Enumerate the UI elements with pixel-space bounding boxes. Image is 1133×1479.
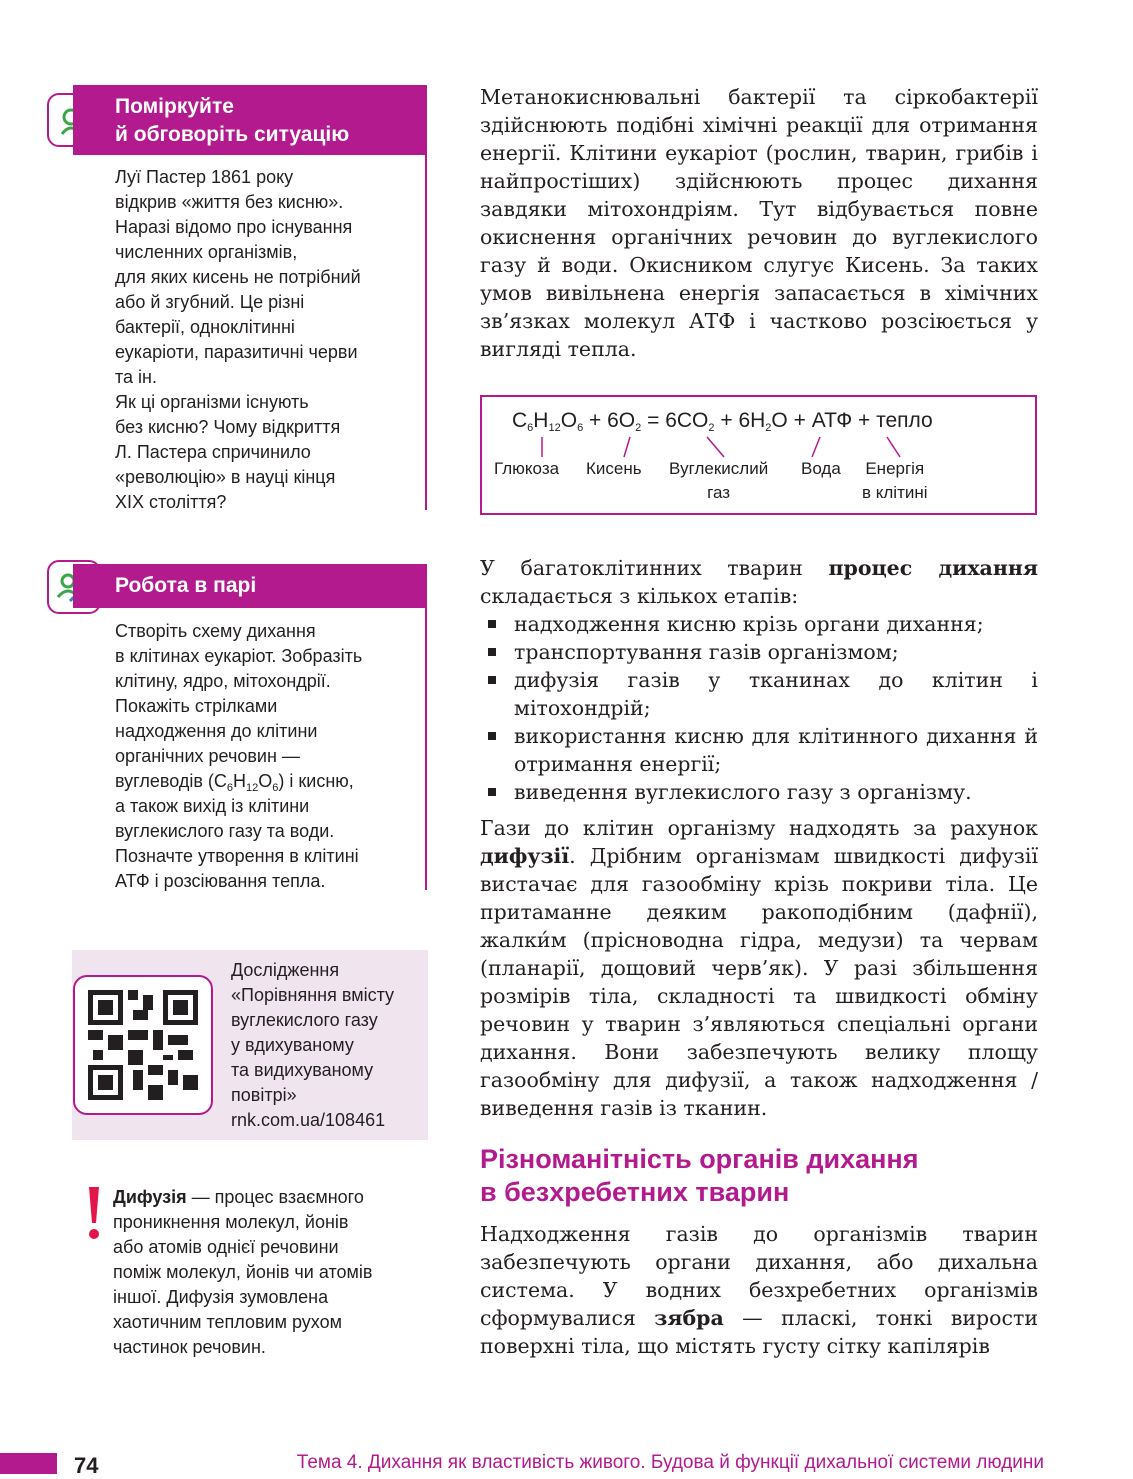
sub: 2 [765,422,772,434]
label-line: в клітині [862,483,928,502]
text-span: У багатоклітинних тварин [480,556,829,580]
paragraph [480,554,1038,610]
text-line: Луї Пастер 1861 року [115,167,294,187]
text-line: надходження до клітини [115,721,318,741]
think-box-title-line2: й обговоріть ситуацію [115,123,350,146]
text-line: поміж молекул, йонів чи атомів [113,1262,373,1282]
text-line: у вдихуваному [231,1035,354,1055]
pair-box-text [115,619,415,894]
formula-part: H [233,771,247,791]
sub: 6 [272,782,279,794]
sub: 6 [527,422,534,434]
qr-link[interactable]: rnk.com.ua/108461 [231,1110,386,1130]
text-line: Покажіть стрілками [115,696,278,716]
eq-part: + 6H [714,409,766,432]
diffusion-term: Дифузія [113,1187,187,1207]
label-line: Енергія [865,459,925,478]
page-number: 74 [74,1453,99,1478]
eq-part: C [512,409,528,432]
exclamation-icon [86,1185,102,1241]
text-line: а також вихід із клітини [115,796,310,816]
think-box-title-line1: Поміркуйте [115,95,234,118]
sub: 6 [226,782,234,794]
respiration-equation-box [480,395,1037,515]
qr-code-frame[interactable] [73,975,213,1115]
think-box-rule [425,155,427,510]
bold-term: дифузії [480,844,570,868]
diffusion-note [113,1185,423,1360]
stages-list [480,610,1038,806]
eq-part: + АТФ + тепло [787,409,933,432]
text-span: — пласкі, тонкі вирости поверхні тіла, що містять густу сітку капілярів [480,1306,1038,1358]
paragraph [480,814,1038,1122]
text-line: Як ці організми існують [115,392,309,412]
text-line: частинок речовин. [113,1337,266,1357]
bold-term: зябра [654,1306,724,1330]
text-line: хаотичним тепловим рухом [113,1312,342,1332]
sub: 2 [708,422,715,434]
text-line: Створіть схему дихання [115,621,316,641]
text-line: XIX століття? [115,492,227,512]
text-line: клітину, ядро, мітохондрії. [115,671,331,691]
text-line: повітрі» [231,1085,297,1105]
formula-part: O [258,771,273,791]
title-line: в безхребетних тварин [480,1177,790,1207]
label-line: Вуглекислий [669,459,769,478]
text-line: проникнення молекул, йонів [113,1212,349,1232]
label-energy [862,457,928,505]
text-line: Позначте утворення в клітині [115,846,359,866]
text-line: «революцію» в науці кінця [115,467,336,487]
label-line: газ [707,483,731,502]
text-line: Наразі відомо про існування [115,217,353,237]
text-line: вуглекислого газу та води. [115,821,335,841]
sub: 2 [635,422,642,434]
text-line: бактерії, одноклітинні [115,317,295,337]
text-line: відкрив «життя без кисню». [115,192,344,212]
eq-part: + 6O [583,409,636,432]
label-water: Вода [801,459,841,478]
sub: 12 [246,782,259,794]
label-glucose: Глюкоза [494,459,560,478]
text-line: або атомів однієї речовини [113,1237,339,1257]
title-line: Різноманітність органів дихання [480,1144,919,1174]
qr-code-icon [88,990,198,1100]
formula-prefix: вуглеводів (C [115,771,227,791]
text-line: численних організмів, [115,242,298,262]
eq-part: H [533,409,549,432]
list-item: надходження кисню крізь органи дихання; [480,610,1038,638]
text-span: Гази до клітин організму надходять за рахунок [480,816,1038,840]
label-oxygen: Кисень [586,459,642,478]
footer-accent-bar [0,1453,57,1474]
text-line: вуглекислого газу [231,1010,378,1030]
section-title [480,1143,1040,1209]
text-line: та ін. [115,367,157,387]
paragraph: Метанокиснювальні бактерії та сіркобактерії здійснюють подібні хімічні реакції для отримання енергії. Клітини еукаріот (рослин, тварин, грибів і найпростіших) здійснюють процес дихання завдяки мітохондріям. Тут відбувається повне окиснення органічних речовин до вуглекислого газу й води. Окисником слугує Кисень. За таких умов вивільнена енергія запасається в хімічних зв’язках молекул АТФ і частково розсіюється у вигляді тепла. [480,85,1038,361]
paragraph [480,1220,1038,1360]
sub: 6 [577,422,584,434]
text-line: еукаріоти, паразитичні черви [115,342,358,362]
main-paragraph-1 [480,83,1038,363]
text-line: для яких кисень не потрібний [115,267,361,287]
main-paragraph-4 [480,1220,1038,1360]
respiration-equation [512,409,933,433]
bold-term: процес дихання [828,556,1038,580]
qr-panel-text [231,958,421,1133]
label-co2 [669,457,768,505]
text-line: або й згубний. Це різні [115,292,305,312]
text-line: органічних речовин — [115,746,300,766]
text-line: та видихуваному [231,1060,374,1080]
pair-box-rule [425,608,427,890]
text-span: . Дрібним організмам швидкості дифузії вистачає для газообміну крізь покриви тіла. Це притаманне деяким ракоподібним (дафнії), жалки́м (прісноводна гідра, медузи) та червам (планарії, дощовий черв’як). У разі збільшення розмірів тіла, складності та швидкості обміну речовин у тварин з’являються спеціальні органи дихання. Вони забезпечують велику площу газообміну для дифузії, а також надходження / виведення газів із тканин. [480,844,1038,1120]
footer-topic: Тема 4. Дихання як властивість живого. Будова й функції дихальної системи людини [296,1452,1044,1473]
text-line: Л. Пастера спричинило [115,442,311,462]
text-line: в клітинах еукаріот. Зобразіть [115,646,363,666]
pair-box-title: Робота в парі [73,564,427,608]
think-box-text [115,165,415,515]
text-line: Дослідження [231,960,340,980]
qr-panel [72,950,428,1140]
main-paragraph-2 [480,554,1038,1122]
think-box-title [73,85,427,155]
sub: 12 [548,422,561,434]
eq-part: O [560,409,578,432]
eq-part: = 6CO [641,409,709,432]
list-item: дифузія газів у тканинах до клітин і мітохондрій; [480,666,1038,722]
formula-line [115,769,415,794]
list-item: транспортування газів організмом; [480,638,1038,666]
text-span: — процес взаємного [186,1187,364,1207]
formula-suffix: ) і кисню, [278,771,354,791]
text-span: Надходження газів до організмів тварин забезпечують органи дихання, або дихальна система. У водних безхребетних організмів сформувалися [480,1222,1038,1330]
text-line: АТФ і розсіювання тепла. [115,871,326,891]
text-span: складається з кількох етапів: [480,584,799,608]
list-item: виведення вуглекислого газу з організму. [480,778,1038,806]
text-line: «Порівняння вмісту [231,985,395,1005]
list-item: використання кисню для клітинного дихання й отримання енергії; [480,722,1038,778]
text-line [113,1185,423,1210]
eq-part: O [771,409,788,432]
text-line: без кисню? Чому відкриття [115,417,341,437]
text-line: іншої. Дифузія зумовлена [113,1287,329,1307]
